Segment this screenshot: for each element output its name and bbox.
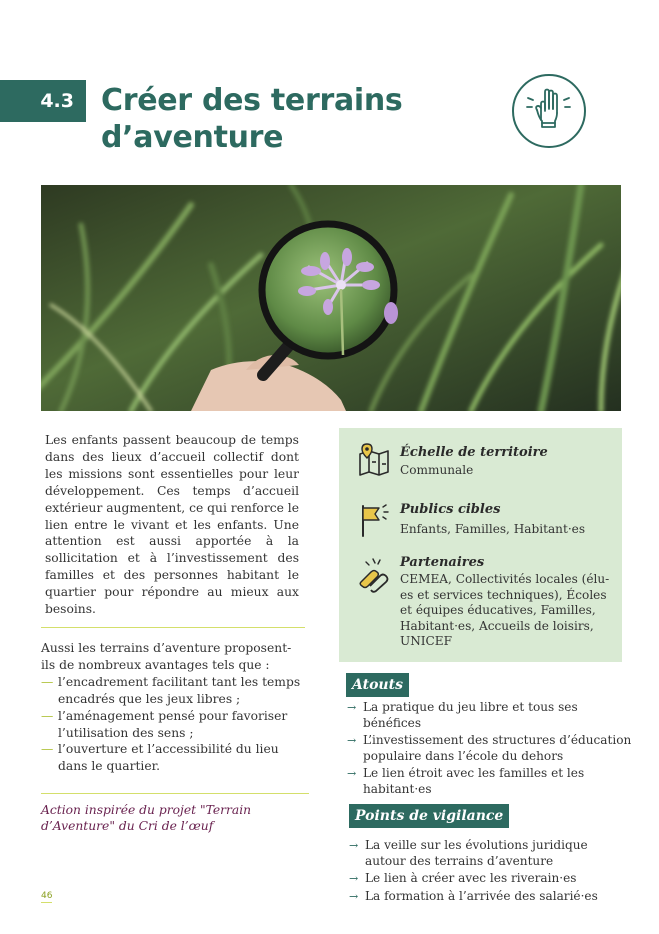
- scale-heading: Échelle de territoire: [400, 445, 548, 460]
- magnifying-glass-flower-photo: [41, 185, 621, 411]
- audience-heading: Publics cibles: [400, 502, 501, 517]
- flag-icon: [357, 502, 391, 538]
- partners-text: CEMEA, Collectivités locales (élu-es et services techniques), Écoles et équipes éducatives, Familles, Habitant·es, Accueils de loisirs, UNICEF: [400, 572, 610, 648]
- arrow-bullet: →: [349, 839, 359, 852]
- arrow-bullet: →: [349, 889, 359, 903]
- header-emblem: [512, 74, 586, 148]
- list-item: → Le lien étroit avec les familles et les habitant·es: [347, 766, 585, 796]
- arrow-bullet: →: [347, 734, 357, 747]
- page-number: 46: [41, 891, 53, 901]
- project-credit: Action inspirée du projet "Terrain d’Aventure" du Cri de l’œuf: [41, 803, 252, 833]
- atouts-badge: Atouts: [346, 673, 409, 697]
- vigilance-badge: Points de vigilance: [349, 804, 509, 828]
- partners-heading: Partenaires: [400, 555, 485, 570]
- list-item: → L’investissement des structures d’éducation populaire dans l’école du dehors: [347, 733, 632, 763]
- list-item: — l’aménagement pensé pour favoriser l’utilisation des sens ;: [41, 708, 288, 740]
- list-item: — l’ouverture et l’accessibilité du lieu dans le quartier.: [41, 742, 279, 774]
- map-pin-icon: [357, 442, 391, 476]
- hero-photo: [41, 185, 621, 411]
- list-item: → La veille sur les évolutions juridique autour des terrains d’aventure: [349, 838, 588, 868]
- dash-bullet: —: [41, 742, 54, 757]
- section-number-tab: [0, 80, 86, 122]
- arrow-bullet: →: [347, 767, 357, 780]
- divider-top: [41, 627, 305, 628]
- list-item: → La pratique du jeu libre et tous ses bénéfices: [347, 700, 578, 730]
- advantages-section: [41, 640, 303, 775]
- list-item: — l’encadrement facilitant tant les temps encadrés que les jeux libres ;: [41, 674, 301, 706]
- section-number: 4.3: [40, 90, 74, 112]
- list-item: → La formation à l’arrivée des salarié·es: [349, 888, 598, 903]
- handshake-icon: [357, 556, 391, 594]
- vigilance-list: [345, 838, 625, 906]
- divider-bottom: [41, 793, 309, 794]
- page-title: [101, 82, 441, 156]
- atouts-list: [343, 700, 633, 799]
- arrow-bullet: →: [349, 872, 359, 885]
- info-box: [339, 428, 622, 662]
- scale-text: Communale: [400, 463, 474, 477]
- intro-paragraph: Les enfants passent beaucoup de temps dans des lieux d’accueil collectif dont les missions sont essentielles pour leur développement. Ces temps d’accueil extérieur augmentent, ce qui renforce le lien entre le vivant et les enfants. Une attention est aussi apportée à la sollicitation et à l’investissement des familles et des personnes habitant le quartier pour répondre au mieux aux besoins.: [45, 433, 300, 617]
- title-line-2: d’aventure: [101, 120, 284, 155]
- raised-hand-icon: [514, 76, 583, 145]
- dash-bullet: —: [41, 708, 54, 723]
- title-line-1: Créer des terrains: [101, 83, 403, 118]
- advantages-lead: Aussi les terrains d’aventure proposent-ils de nombreux avantages tels que :: [41, 641, 292, 672]
- arrow-bullet: →: [347, 701, 357, 714]
- list-item: → Le lien à créer avec les riverain·es: [349, 871, 577, 885]
- advantages-list: [41, 674, 303, 775]
- audience-text: Enfants, Familles, Habitant·es: [400, 522, 586, 536]
- dash-bullet: —: [41, 674, 54, 689]
